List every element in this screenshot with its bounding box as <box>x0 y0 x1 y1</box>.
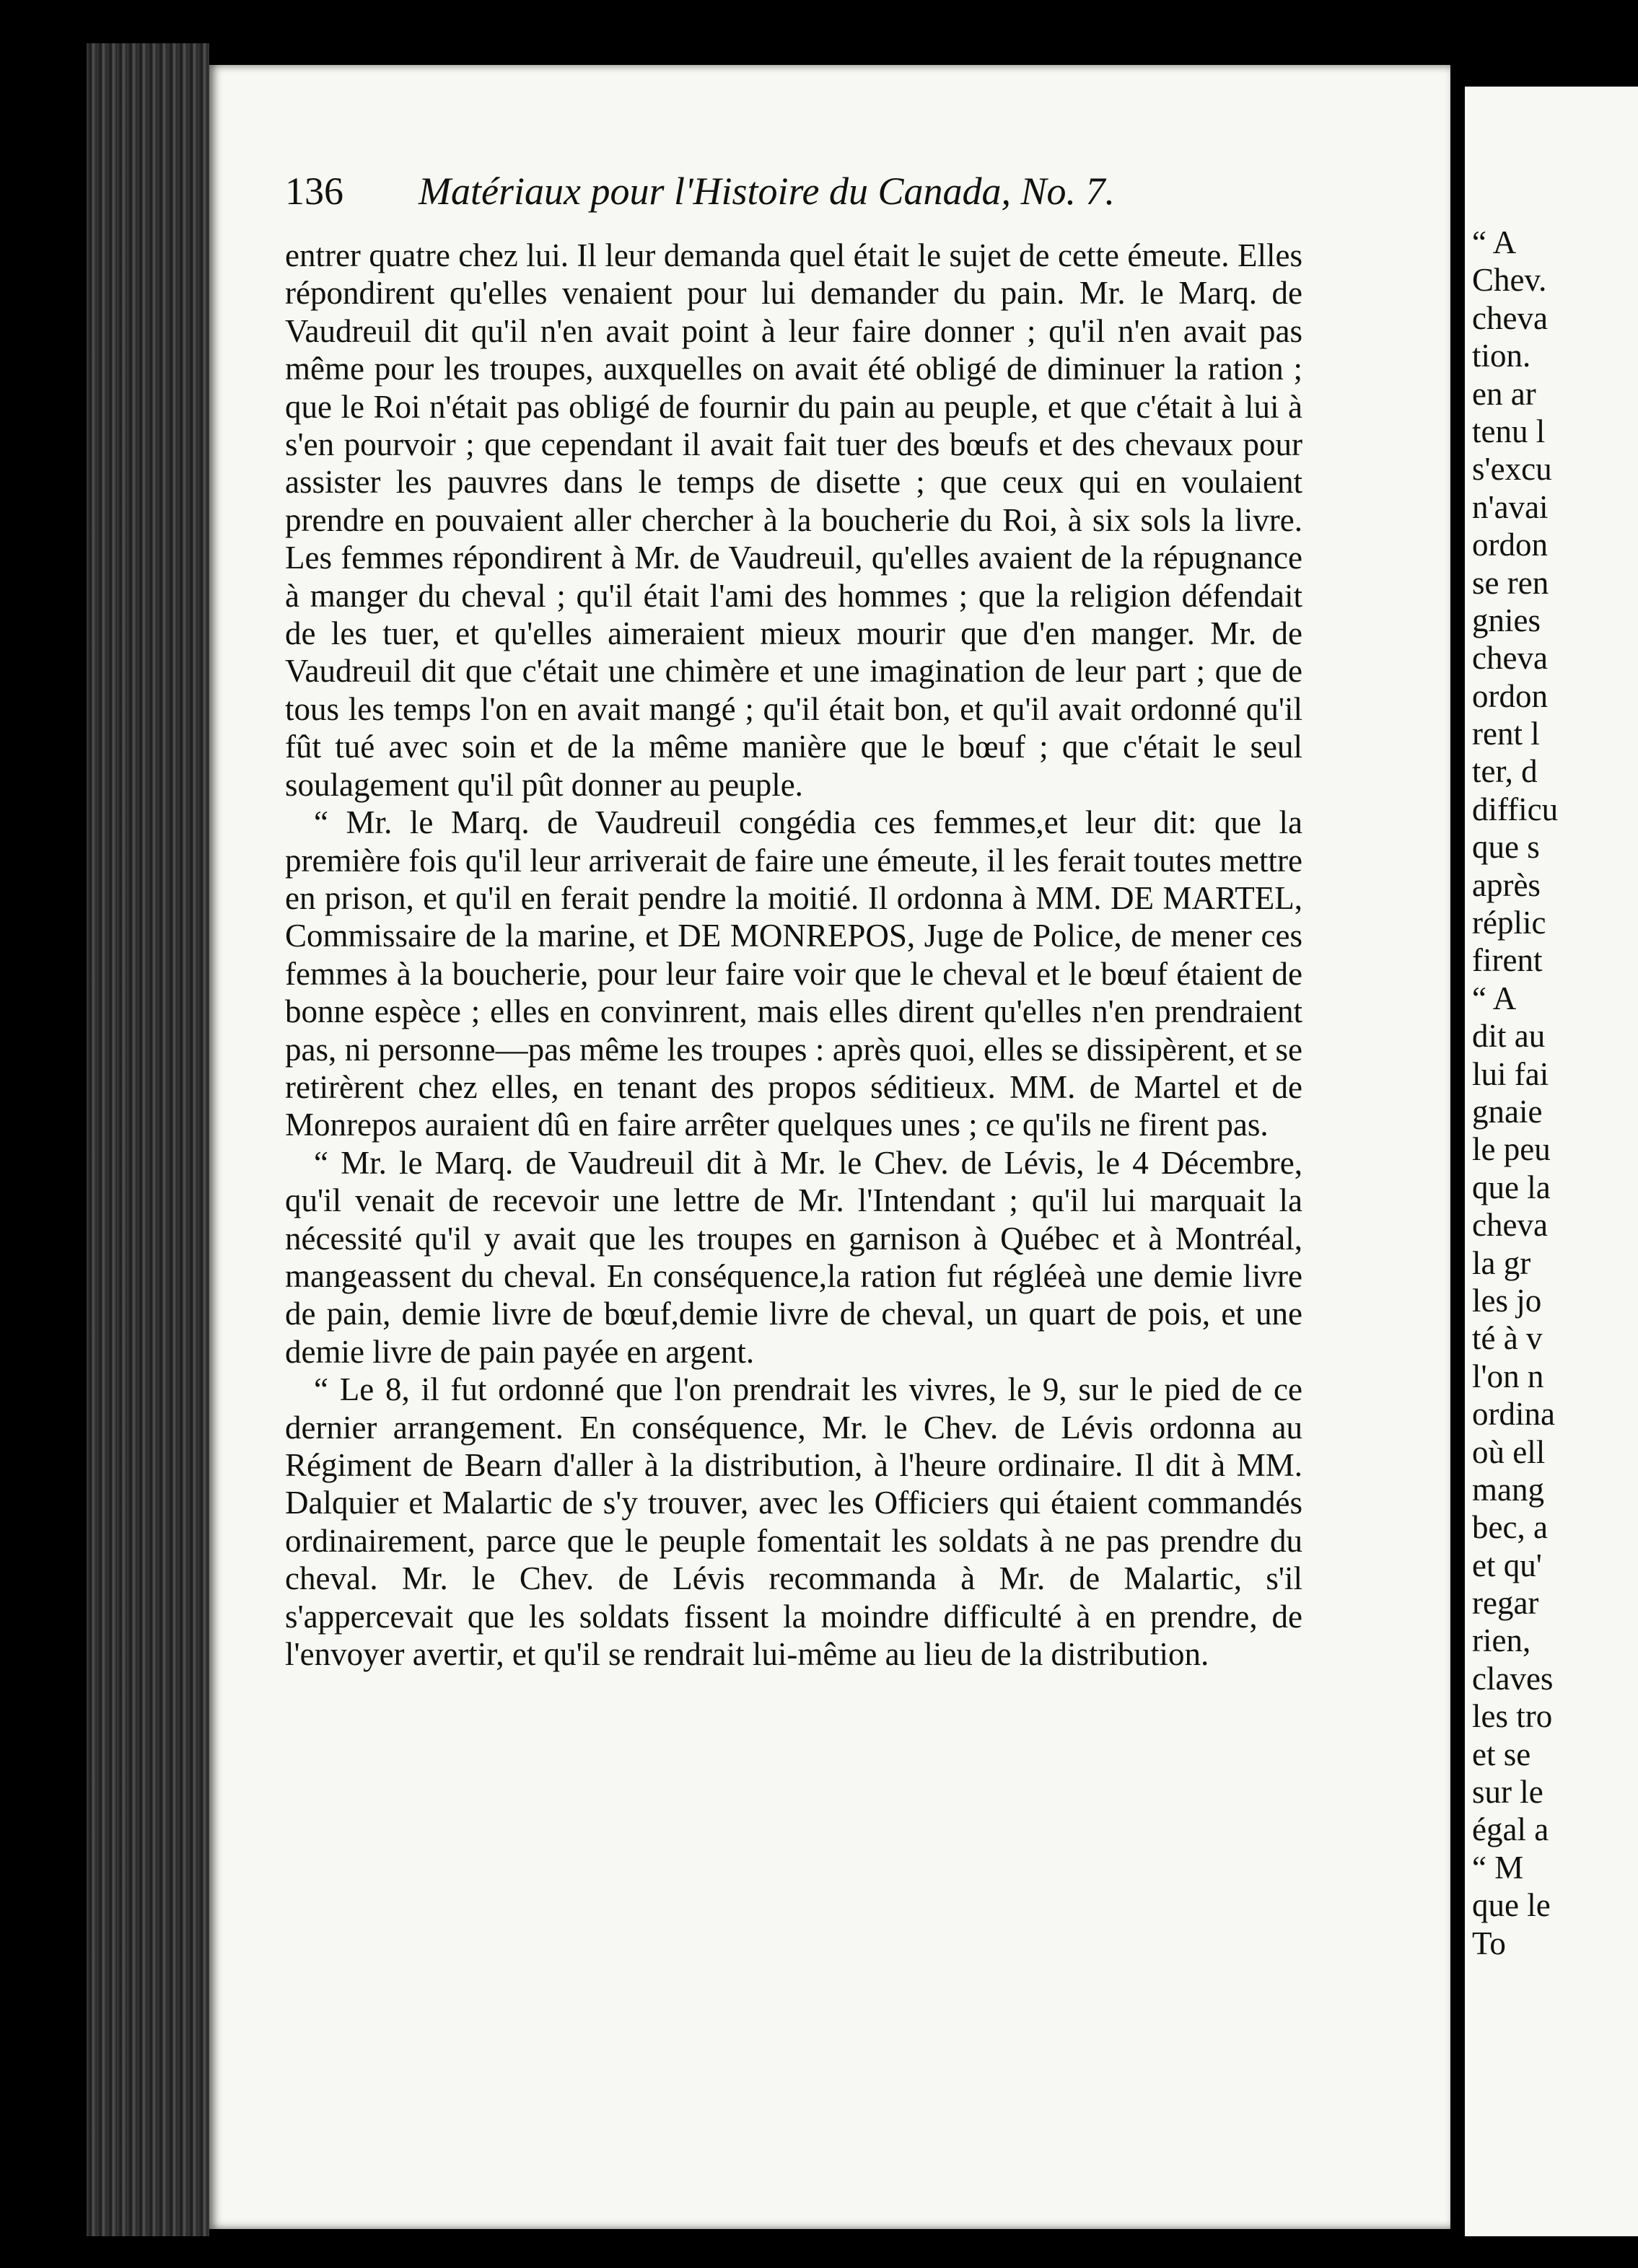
paragraph: “ Le 8, il fut ordonné que l'on prendrait les vivres, le 9, sur le pied de ce dernier arrangement. En conséquence, Mr. le Chev. de Lévis ordonna au Régiment de Bearn d'aller à la distribution, à l'heure ordinaire. Il dit à MM. Dalquier et Malartic de s'y trouver, avec les Officiers qui étaient commandés ordinairement, parce que le peuple fomentait les soldats à ne pas prendre du cheval. Mr. le Chev. de Lévis recommanda à Mr. de Malartic, s'il s'appercevait que les soldats fissent la moindre difficulté à en prendre, de l'envoyer avertir, et qu'il se rendrait lui-même au lieu de la distribution. <box>285 1371 1302 1673</box>
facing-page-line: le peu <box>1472 1131 1551 1168</box>
facing-page-line: firent <box>1472 942 1543 979</box>
facing-page-line: “ A <box>1472 980 1517 1016</box>
body-text <box>285 237 1302 1673</box>
facing-page-line: mang <box>1472 1471 1544 1508</box>
facing-page-line: après <box>1472 866 1541 903</box>
facing-page-line: la gr <box>1472 1244 1531 1281</box>
page-number: 136 <box>285 170 343 213</box>
facing-page-line: s'excu <box>1472 451 1552 488</box>
facing-page-text <box>1472 224 1638 1962</box>
facing-page-line: gnies <box>1472 602 1541 638</box>
facing-page-line: claves <box>1472 1660 1554 1697</box>
facing-page-line: égal a <box>1472 1811 1549 1848</box>
facing-page-line: To <box>1472 1925 1506 1961</box>
facing-page-line: l'on n <box>1472 1358 1544 1394</box>
facing-page-line: où ell <box>1472 1433 1546 1470</box>
facing-page-line: difficu <box>1472 791 1559 827</box>
facing-page-line: “ A <box>1472 224 1517 260</box>
facing-page-line: tion. <box>1472 338 1531 374</box>
paragraph: entrer quatre chez lui. Il leur demanda quel était le sujet de cette émeute. Elles répondirent qu'elles venaient pour lui demander du pain. Mr. le Marq. de Vaudreuil dit qu'il n'en avait point à leur faire donner ; qu'il n'en avait pas même pour les troupes, auxquelles on avait été obligé de diminuer la ration ; que le Roi n'était pas obligé de fournir du pain au peuple, et que c'était à lui à s'en pourvoir ; que cependant il avait fait tuer des bœufs et des chevaux pour assister les pauvres dans le temps de disette ; que ceux qui en voulaient prendre en pouvaient aller chercher à la boucherie du Roi, à six sols la livre. Les femmes répondirent à Mr. de Vaudreuil, qu'elles avaient de la répugnance à manger du cheval ; qu'il était l'ami des hommes ; que la religion défendait de les tuer, et qu'elles aimeraient mieux mourir que d'en manger. Mr. de Vaudreuil dit que c'était une chimère et une imagination de leur part ; que de tous les temps l'on en avait mangé ; qu'il était bon, et qu'il avait ordonné qu'il fût tué avec soin et de la même manière que le bœuf ; que c'était le seul soulagement qu'il pût donner au peuple. <box>285 237 1302 803</box>
running-title: Matériaux pour l'Histoire du Canada, No. 7. <box>419 170 1116 213</box>
running-header <box>285 162 1187 220</box>
paragraph: “ Mr. le Marq. de Vaudreuil dit à Mr. le Chev. de Lévis, le 4 Décembre, qu'il venait de recevoir une lettre de Mr. l'Intendant ; qu'il lui marquait la nécessité qu'il y avait que les troupes en garnison à Québec et à Montréal, mangeassent du cheval. En conséquence,la ration fut régléeà une demie livre de pain, demie livre de bœuf,demie livre de cheval, un quart de pois, et une demie livre de pain payée en argent. <box>285 1144 1302 1370</box>
facing-page-line: cheva <box>1472 1207 1548 1244</box>
page-gutter <box>1450 43 1465 2268</box>
facing-page-line: et se <box>1472 1736 1531 1772</box>
facing-page-line: n'avai <box>1472 488 1549 525</box>
facing-page-line: “ M <box>1472 1849 1524 1886</box>
facing-page-line: dit au <box>1472 1018 1546 1055</box>
facing-page-line: rien, <box>1472 1622 1531 1659</box>
facing-page-line: se ren <box>1472 564 1549 601</box>
facing-page-line: bec, a <box>1472 1509 1548 1546</box>
paragraph: “ Mr. le Marq. de Vaudreuil congédia ces femmes,et leur dit: que la première fois qu'il leur arriverait de faire une émeute, il les ferait toutes mettre en prison, et qu'il en ferait pendre la moitié. Il ordonna à MM. DE MARTEL, Commissaire de la marine, et DE MONREPOS, Juge de Police, de mener ces femmes à la boucherie, pour leur faire voir que le cheval et le bœuf étaient de bonne espèce ; elles en convinrent, mais elles dirent qu'elles n'en prendraient pas, ni personne—pas même les troupes : après quoi, elles se dissipèrent, et se retirèrent chez elles, en tenant des propos séditieux. MM. de Martel et de Monrepos auraient dû en faire arrêter quelques unes ; ce qu'ils ne firent pas. <box>285 804 1302 1143</box>
facing-page-line: sur le <box>1472 1774 1543 1811</box>
facing-page-line: cheva <box>1472 640 1548 677</box>
facing-page-line: ter, d <box>1472 753 1538 790</box>
facing-page-line: que la <box>1472 1169 1551 1205</box>
facing-page-line: en ar <box>1472 375 1536 412</box>
facing-page-line: ordon <box>1472 527 1548 563</box>
facing-page-line: lui fai <box>1472 1055 1549 1092</box>
book-edge <box>87 43 209 2236</box>
facing-page-line: Chev. <box>1472 262 1547 299</box>
facing-page-line: que le <box>1472 1887 1551 1924</box>
facing-page-line: regar <box>1472 1585 1539 1622</box>
facing-page-line: rent l <box>1472 716 1540 752</box>
facing-page-line: cheva <box>1472 299 1548 336</box>
facing-page-line: té à v <box>1472 1320 1543 1357</box>
facing-page-line: réplic <box>1472 905 1546 941</box>
facing-page-line: ordina <box>1472 1396 1555 1433</box>
facing-page <box>1465 87 1638 2236</box>
facing-page-line: tenu l <box>1472 413 1546 449</box>
facing-page-line: que s <box>1472 829 1540 866</box>
facing-page-line: les jo <box>1472 1282 1542 1319</box>
facing-page-line: gnaie <box>1472 1093 1543 1130</box>
facing-page-line: ordon <box>1472 677 1548 714</box>
facing-page-line: les tro <box>1472 1698 1553 1735</box>
facing-page-line: et qu' <box>1472 1547 1542 1583</box>
